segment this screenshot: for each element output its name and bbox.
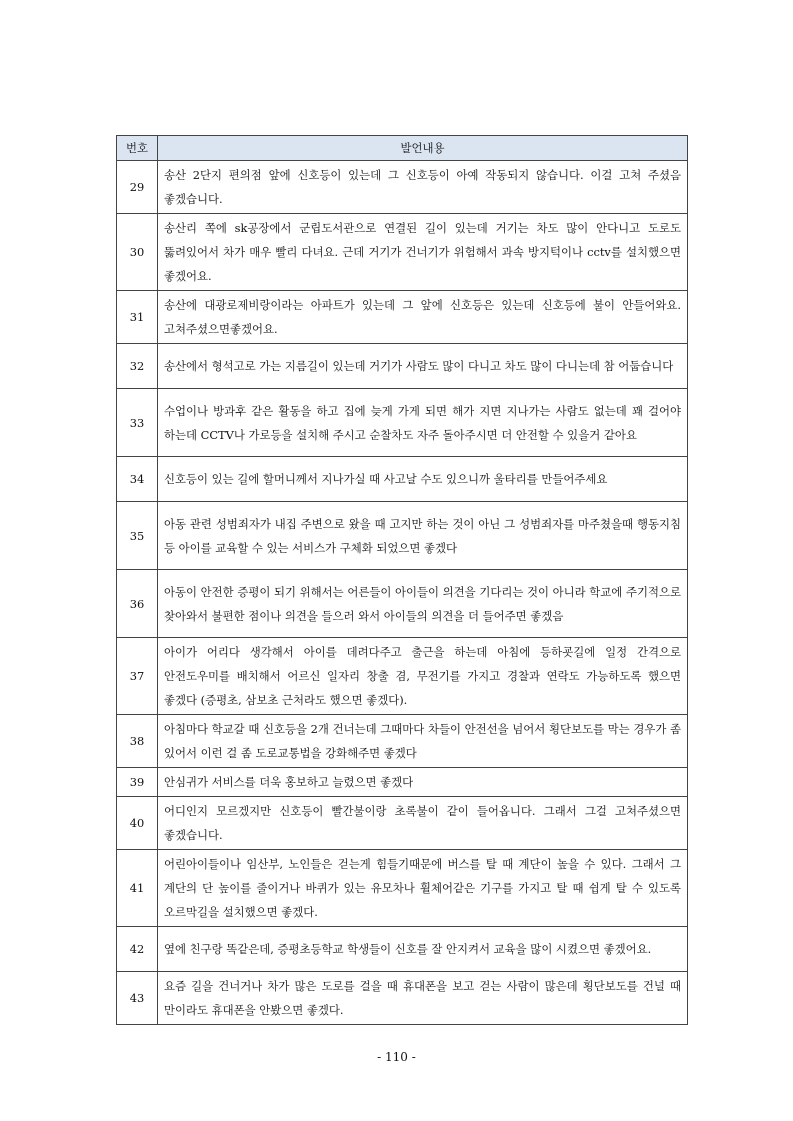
table-row: [117, 972, 688, 1025]
table-row: [117, 638, 688, 715]
row-number: 29: [117, 161, 158, 214]
row-number: 37: [117, 638, 158, 715]
row-statement: 어디인지 모르겠지만 신호등이 빨간불이랑 초록불이 같이 들어옵니다. 그래서 그걸 고쳐주셨으면 좋겠습니다.: [158, 797, 688, 850]
row-statement: 아침마다 학교갈 때 신호등을 2개 건너는데 그때마다 차들이 안전선을 넘어서 횡단보도를 막는 경우가 좀 있어서 이런 걸 좀 도로교통법을 강화해주면 좋겠다: [158, 715, 688, 768]
row-statement: 수업이나 방과후 같은 활동을 하고 집에 늦게 가게 되면 해가 지면 지나가는 사람도 없는데 꽤 걸어야 하는데 CCTV나 가로등을 설치해 주시고 순찰차도 자주 돌아주시면 더 안전할 수 있을거 같아요: [158, 389, 688, 457]
table-row: [117, 570, 688, 638]
statements-table: [116, 135, 688, 1025]
row-statement: 어린아이들이나 임산부, 노인들은 걷는게 힘들기때문에 버스를 탈 때 계단이 높을 수 있다. 그래서 그 계단의 단 높이를 줄이거나 바퀴가 있는 유모차나 휠체어같은 기구를 가지고 탈 때 쉽게 탈 수 있도록 오르막길을 설치했으면 좋겠다.: [158, 850, 688, 927]
row-number: 41: [117, 850, 158, 927]
header-number: 번호: [117, 136, 158, 161]
row-statement: 안심귀가 서비스를 더욱 홍보하고 늘렸으면 좋겠다: [158, 768, 688, 797]
row-number: 31: [117, 291, 158, 344]
table-row: [117, 389, 688, 457]
table-row: [117, 344, 688, 389]
row-statement: 아동 관련 성범죄자가 내집 주변으로 왔을 때 고지만 하는 것이 아닌 그 성범죄자를 마주쳤을때 행동지침 등 아이를 교육할 수 있는 서비스가 구체화 되었으면 좋겠다: [158, 502, 688, 570]
row-statement: 아동이 안전한 증평이 되기 위해서는 어른들이 아이들이 의견을 기다리는 것이 아니라 학교에 주기적으로 찾아와서 불편한 점이나 의견을 들으러 와서 아이들의 의견을 더 들어주면 좋겠음: [158, 570, 688, 638]
table-row: [117, 214, 688, 291]
row-statement: 요즘 길을 건너거나 차가 많은 도로를 걸을 때 휴대폰을 보고 걷는 사람이 많은데 횡단보도를 건널 때 만이라도 휴대폰을 안봤으면 좋겠다.: [158, 972, 688, 1025]
row-number: 38: [117, 715, 158, 768]
table-row: [117, 457, 688, 502]
header-content: 발언내용: [158, 136, 688, 161]
row-statement: 송산 2단지 편의점 앞에 신호등이 있는데 그 신호등이 아예 작동되지 않습니다. 이걸 고쳐 주셨음 좋겠습니다.: [158, 161, 688, 214]
table-row: [117, 715, 688, 768]
row-statement: 송산에 대광로제비랑이라는 아파트가 있는데 그 앞에 신호등은 있는데 신호등에 불이 안들어와요. 고쳐주셨으면좋겠어요.: [158, 291, 688, 344]
page-number: - 110 -: [377, 1050, 416, 1064]
table-row: [117, 291, 688, 344]
row-number: 30: [117, 214, 158, 291]
row-statement: 신호등이 있는 길에 할머니께서 지나가실 때 사고날 수도 있으니까 울타리를 만들어주세요: [158, 457, 688, 502]
row-statement: 옆에 친구랑 똑같은데, 증평초등학교 학생들이 신호를 잘 안지켜서 교육을 많이 시켰으면 좋겠어요.: [158, 927, 688, 972]
row-number: 43: [117, 972, 158, 1025]
table-row: [117, 927, 688, 972]
table-row: [117, 768, 688, 797]
table-row: [117, 797, 688, 850]
row-number: 39: [117, 768, 158, 797]
table-row: [117, 161, 688, 214]
table-row: [117, 850, 688, 927]
row-statement: 송산에서 형석고로 가는 지름길이 있는데 거기가 사람도 많이 다니고 차도 많이 다니는데 참 어둡습니다: [158, 344, 688, 389]
row-number: 36: [117, 570, 158, 638]
row-statement: 송산리 쪽에 sk공장에서 군립도서관으로 연결된 길이 있는데 거기는 차도 많이 안다니고 도로도 뚫려있어서 차가 매우 빨리 다녀요. 근데 거기가 건너기가 위험해서 과속 방지턱이나 cctv를 설치했으면 좋겠어요.: [158, 214, 688, 291]
row-statement: 아이가 어리다 생각해서 아이를 데려다주고 출근을 하는데 아침에 등하굣길에 일정 간격으로 안전도우미를 배치해서 어르신 일자리 창출 겸, 무전기를 가지고 경찰과 연락도 가능하도록 했으면 좋겠다 (증평초, 삼보초 근처라도 했으면 좋겠다).: [158, 638, 688, 715]
row-number: 34: [117, 457, 158, 502]
table-body: [117, 161, 688, 1025]
row-number: 40: [117, 797, 158, 850]
row-number: 42: [117, 927, 158, 972]
row-number: 33: [117, 389, 158, 457]
table-row: [117, 502, 688, 570]
row-number: 32: [117, 344, 158, 389]
table-header-row: [117, 136, 688, 161]
row-number: 35: [117, 502, 158, 570]
